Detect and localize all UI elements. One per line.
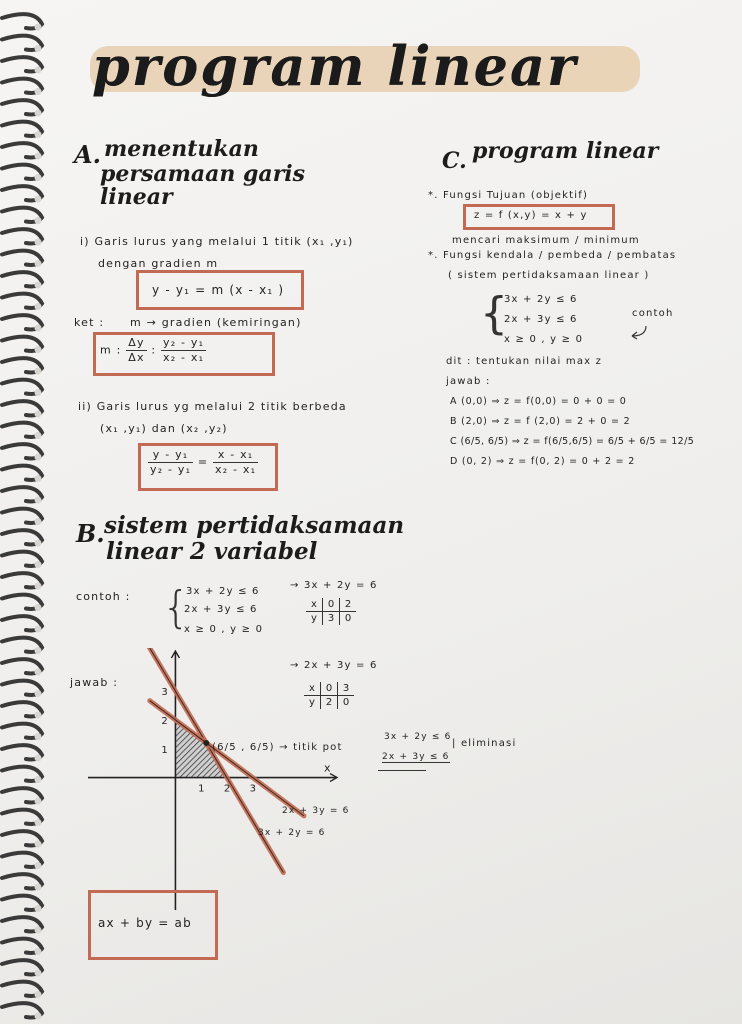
y-tick-label: 2: [161, 715, 168, 727]
gradient-formula: [100, 336, 206, 365]
x-fraction: $\frac{\text{x - x₁}}{\text{x₂ - x₁}}$: [215, 448, 257, 476]
punch-hole: [35, 411, 42, 418]
punch-hole: [35, 131, 42, 138]
punch-hole: [35, 475, 42, 482]
line-label-3x2y: 3x + 2y = 6: [258, 828, 326, 838]
sistem-text: ( sistem pertidaksamaan linear ): [448, 270, 650, 281]
formula-point-slope: y - y₁ = m (x - x₁ ): [152, 283, 285, 297]
item1-line-2: dengan gradien m: [98, 257, 219, 270]
contoh-note: contoh: [632, 308, 674, 319]
section-b-letter: B.: [76, 519, 105, 548]
table2-equation: → 2x + 3y = 6: [290, 660, 378, 671]
contoh-label: contoh :: [76, 590, 131, 603]
table1-equation: → 3x + 2y = 6: [290, 580, 378, 591]
punch-hole: [35, 389, 42, 396]
bullet-fungsi-kendala: *. Fungsi kendala / pembeda / pembatas: [428, 250, 677, 261]
punch-hole: [35, 153, 42, 160]
system-b-line-2: 2x + 3y ≤ 6: [184, 604, 258, 615]
ket-label: ket :: [74, 316, 105, 329]
punch-hole: [35, 45, 42, 52]
bullet-fungsi-tujuan: *. Fungsi Tujuan (objektif): [428, 190, 589, 201]
punch-hole: [35, 841, 42, 848]
punch-hole: [35, 561, 42, 568]
system-brace-b: {: [162, 582, 190, 633]
section-b-heading-line-1: sistem pertidaksamaan: [104, 512, 405, 539]
punch-hole: [35, 970, 42, 977]
elim-line-1: 3x + 2y ≤ 6: [384, 732, 452, 742]
punch-hole: [35, 884, 42, 891]
punch-hole: [35, 669, 42, 676]
line-label-2x3y: 2x + 3y = 6: [282, 806, 350, 816]
punch-hole: [35, 454, 42, 461]
section-a-heading-line-3: linear: [100, 184, 173, 210]
x-tick-label: 3: [249, 783, 256, 795]
punch-hole: [35, 303, 42, 310]
intersection-point: [203, 740, 209, 746]
inequality-graph: [88, 648, 340, 910]
constraint-line-ink-2: [150, 701, 304, 816]
punch-hole: [35, 24, 42, 31]
x-tick-label: 1: [198, 783, 205, 795]
point-d-eval: D (0, 2) ⇒ z = f(0, 2) = 0 + 2 = 2: [450, 456, 636, 467]
delta-fraction: $\frac{\Delta y}{\Delta x}$: [128, 336, 145, 364]
system-c-line-2: 2x + 3y ≤ 6: [504, 314, 578, 325]
elim-line-2: 2x + 3y ≤ 6: [382, 752, 450, 762]
table1: x 0 2 y 3 0: [306, 598, 356, 625]
x-tick-label: 2: [223, 783, 231, 795]
spiral-binding: [0, 0, 56, 1024]
jawab-label-c: jawab :: [446, 376, 491, 387]
elim-underline: [378, 770, 426, 771]
ket-text: m → gradien (kemiringan): [130, 316, 302, 329]
system-c-line-3: x ≥ 0 , y ≥ 0: [504, 334, 584, 345]
section-c-heading: program linear: [472, 138, 659, 164]
item2-line-1: ii) Garis lurus yg melalui 2 titik berbeda: [78, 400, 347, 413]
punch-hole: [35, 67, 42, 74]
punch-hole: [35, 819, 42, 826]
punch-hole: [35, 991, 42, 998]
punch-hole: [35, 604, 42, 611]
punch-hole: [35, 1013, 42, 1020]
mencari-text: mencari maksimum / minimum: [452, 235, 640, 246]
x-axis-label: x: [324, 761, 331, 775]
jawab-label-b: jawab :: [70, 676, 119, 689]
item2-line-2: (x₁ ,y₁) dan (x₂ ,y₂): [100, 422, 228, 435]
y-tick-label: 1: [161, 744, 168, 756]
punch-hole: [35, 690, 42, 697]
punch-hole: [35, 368, 42, 375]
section-c-letter: C.: [442, 148, 467, 174]
punch-hole: [35, 260, 42, 267]
punch-hole: [35, 88, 42, 95]
section-a-heading-line-1: menentukan: [104, 136, 259, 162]
punch-hole: [35, 948, 42, 955]
point-c-eval: C (6/5, 6/5) ⇒ z = f(6/5,6/5) = 6/5 + 6/5 = 12/5: [450, 436, 695, 447]
punch-hole: [35, 239, 42, 246]
point-b-eval: B (2,0) ⇒ z = f (2,0) = 2 + 0 = 2: [450, 416, 631, 427]
y-tick-label: 3: [161, 687, 168, 699]
punch-hole: [35, 196, 42, 203]
punch-hole: [35, 733, 42, 740]
punch-hole: [35, 862, 42, 869]
two-point-eq-sign: =: [197, 455, 209, 469]
punch-hole: [35, 626, 42, 633]
objective-function: z = f (x,y) = x + y: [474, 210, 588, 221]
two-point-formula: [148, 448, 258, 477]
punch-hole: [35, 798, 42, 805]
punch-hole: [35, 647, 42, 654]
system-b-line-3: x ≥ 0 , y ≥ 0: [184, 624, 264, 635]
m-label: m :: [100, 343, 122, 357]
punch-hole: [35, 432, 42, 439]
system-b-line-1: 3x + 2y ≤ 6: [186, 586, 260, 597]
intersection-label: (6/5 , 6/5) → titik pot: [212, 742, 343, 753]
punch-hole: [35, 518, 42, 525]
system-c-line-1: 3x + 2y ≤ 6: [504, 294, 578, 305]
section-b-heading-line-2: linear 2 variabel: [106, 538, 318, 565]
punch-hole: [35, 540, 42, 547]
punch-hole: [35, 927, 42, 934]
punch-hole: [35, 755, 42, 762]
page-title: program linear: [92, 34, 578, 98]
table2: x 0 3 y 2 0: [304, 682, 354, 709]
punch-hole: [35, 282, 42, 289]
punch-hole: [35, 905, 42, 912]
punch-hole: [35, 497, 42, 504]
constraint-line-1: [145, 648, 284, 873]
punch-hole: [35, 776, 42, 783]
elim-label: | eliminasi: [452, 738, 517, 749]
punch-hole: [35, 110, 42, 117]
gradient-separator: :: [151, 343, 157, 357]
punch-hole: [35, 174, 42, 181]
y-fraction: $\frac{\text{y - y₁}}{\text{y₂ - y₁}}$: [150, 448, 192, 476]
section-a-heading-line-2: persamaan garis: [100, 161, 306, 187]
contoh-arrow-icon: [624, 324, 654, 342]
punch-hole: [35, 712, 42, 719]
intercept-formula: ax + by = ab: [98, 916, 192, 930]
punch-hole: [35, 346, 42, 353]
punch-hole: [35, 217, 42, 224]
punch-hole: [35, 583, 42, 590]
system-brace-c: {: [480, 288, 508, 339]
punch-hole: [35, 325, 42, 332]
section-a-letter: A.: [74, 140, 101, 169]
point-a-eval: A (0,0) ⇒ z = f(0,0) = 0 + 0 = 0: [450, 396, 627, 407]
item1-line-1: i) Garis lurus yang melalui 1 titik (x₁ ,y₁): [80, 235, 354, 248]
dit-text: dit : tentukan nilai max z: [446, 356, 603, 367]
two-point-fraction: $\frac{\text{y₂ - y₁}}{\text{x₂ - x₁}}$: [162, 336, 205, 364]
